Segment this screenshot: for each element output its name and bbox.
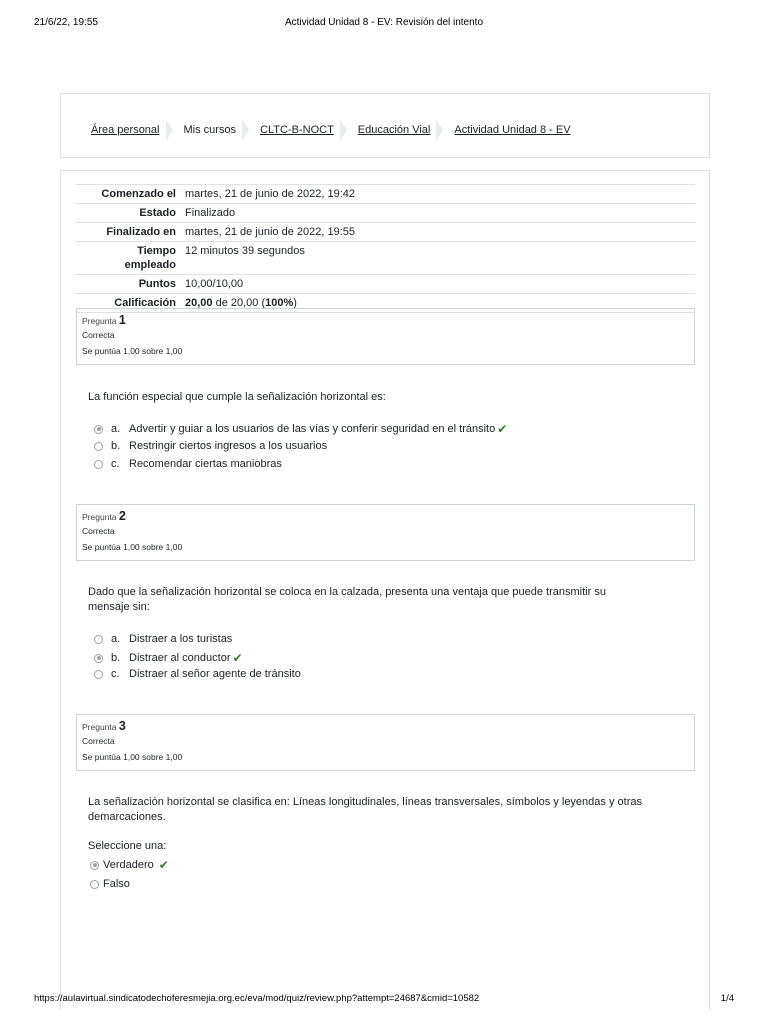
print-title: Actividad Unidad 8 - EV: Revisión del intento: [284, 17, 484, 28]
points-value: 10,00/10,00: [181, 275, 695, 294]
answer-option[interactable]: [90, 878, 130, 890]
breadcrumb-container: [60, 93, 710, 158]
points-label: Puntos: [76, 275, 181, 294]
check-icon: ✔: [158, 858, 169, 872]
question-text-line: demarcaciones.: [88, 811, 166, 823]
answer-text: Distraer al conductor: [129, 652, 231, 664]
chevron-right-icon: [166, 119, 174, 141]
started-label: Comenzado el: [76, 185, 181, 204]
question-label: Pregunta: [82, 722, 117, 732]
summary-row-state: [76, 204, 695, 223]
answer-option[interactable]: [94, 422, 507, 436]
answer-letter: b.: [111, 652, 121, 664]
question-text-line: La señalización horizontal se clasifica en: Líneas longitudinales, líneas transversales, símbolos y leyendas y otras: [88, 796, 642, 808]
question-number-value: 1: [118, 313, 126, 327]
question-score: Se puntúa 1,00 sobre 1,00: [82, 542, 183, 552]
select-one-prompt: Seleccione una:: [88, 840, 167, 852]
started-value: martes, 21 de junio de 2022, 19:42: [181, 185, 695, 204]
answer-letter: c.: [111, 458, 120, 470]
grade-of: de 20,00 (: [215, 297, 266, 309]
question-number: [82, 313, 689, 327]
breadcrumb: [91, 119, 571, 141]
radio-button[interactable]: [94, 425, 103, 434]
question-score: Se puntúa 1,00 sobre 1,00: [82, 346, 183, 356]
page-url: https://aulavirtual.sindicatodechoferesmejia.org.ec/eva/mod/quiz/review.php?attempt=24687&cmid=10582: [34, 993, 480, 1004]
question-number: [82, 509, 689, 523]
question-text-line: mensaje sin:: [88, 601, 150, 613]
question-number-value: 3: [118, 719, 126, 733]
answer-text: Verdadero: [103, 859, 154, 871]
grade-percent: 100%: [265, 297, 294, 309]
question-score: Se puntúa 1,00 sobre 1,00: [82, 752, 183, 762]
question-info-2: [76, 504, 695, 561]
finished-label: Finalizado en: [76, 223, 181, 242]
summary-row-time: [76, 242, 695, 275]
answer-option[interactable]: [94, 633, 232, 645]
answer-text: Falso: [103, 878, 130, 890]
radio-button[interactable]: [94, 460, 103, 469]
time-label-line1: Tiempo: [137, 245, 176, 257]
question-label: Pregunta: [82, 316, 117, 326]
question-text-1: La función especial que cumple la señalización horizontal es:: [88, 391, 386, 403]
summary-row-points: [76, 275, 695, 294]
radio-button[interactable]: [94, 442, 103, 451]
state-value: Finalizado: [181, 204, 695, 223]
time-label: [76, 242, 181, 275]
radio-button[interactable]: [94, 670, 103, 679]
check-icon: ✔: [232, 651, 243, 665]
answer-letter: c.: [111, 668, 120, 680]
breadcrumb-course[interactable]: CLTC-B-NOCT: [260, 124, 334, 136]
answer-letter: a.: [111, 423, 121, 435]
question-text-line: Dado que la señalización horizontal se coloca en la calzada, presenta una ventaja que puede transmitir su: [88, 586, 606, 598]
breadcrumb-mis-cursos[interactable]: Mis cursos: [183, 124, 237, 136]
radio-button[interactable]: [90, 880, 99, 889]
question-number-value: 2: [118, 509, 126, 523]
question-status: Correcta: [82, 330, 115, 340]
time-label-line2: empleado: [124, 259, 176, 271]
print-date: 21/6/22, 19:55: [34, 17, 98, 28]
summary-row-started: [76, 185, 695, 204]
answer-letter: b.: [111, 440, 121, 452]
question-info-3: [76, 714, 695, 771]
answer-option[interactable]: [90, 858, 169, 872]
grade-label: Calificación: [76, 294, 181, 313]
answer-text: Recomendar ciertas maniobras: [129, 458, 282, 470]
breadcrumb-area-personal[interactable]: Área personal: [91, 124, 160, 136]
chevron-right-icon: [340, 119, 348, 141]
breadcrumb-activity[interactable]: Actividad Unidad 8 - EV: [454, 124, 571, 136]
answer-letter: a.: [111, 633, 121, 645]
answer-text: Distraer a los turistas: [129, 633, 233, 645]
answer-option[interactable]: [94, 458, 282, 470]
time-value: 12 minutos 39 segundos: [181, 242, 695, 275]
question-text-2: [88, 585, 678, 615]
question-number: [82, 719, 689, 733]
question-text-3: [88, 795, 678, 825]
answer-text: Advertir y guiar a los usuarios de las vías y conferir seguridad en el tránsito: [129, 423, 496, 435]
page-number: 1/4: [720, 993, 734, 1004]
state-label: Estado: [76, 204, 181, 223]
attempt-summary-table: [76, 184, 695, 313]
finished-value: martes, 21 de junio de 2022, 19:55: [181, 223, 695, 242]
grade-score: 20,00: [185, 297, 213, 309]
chevron-right-icon: [242, 119, 250, 141]
grade-close: ): [293, 297, 297, 309]
radio-button[interactable]: [94, 654, 103, 663]
radio-button[interactable]: [94, 635, 103, 644]
chevron-right-icon: [436, 119, 444, 141]
check-icon: ✔: [497, 422, 508, 436]
answer-text: Distraer al señor agente de tránsito: [129, 668, 301, 680]
breadcrumb-section[interactable]: Educación Vial: [357, 124, 431, 136]
answer-text: Restringir ciertos ingresos a los usuarios: [129, 440, 328, 452]
summary-row-finished: [76, 223, 695, 242]
question-info-1: [76, 308, 695, 365]
question-label: Pregunta: [82, 512, 117, 522]
question-status: Correcta: [82, 526, 115, 536]
radio-button[interactable]: [90, 861, 99, 870]
answer-option[interactable]: [94, 651, 243, 665]
answer-option[interactable]: [94, 668, 301, 680]
question-status: Correcta: [82, 736, 115, 746]
answer-option[interactable]: [94, 440, 327, 452]
